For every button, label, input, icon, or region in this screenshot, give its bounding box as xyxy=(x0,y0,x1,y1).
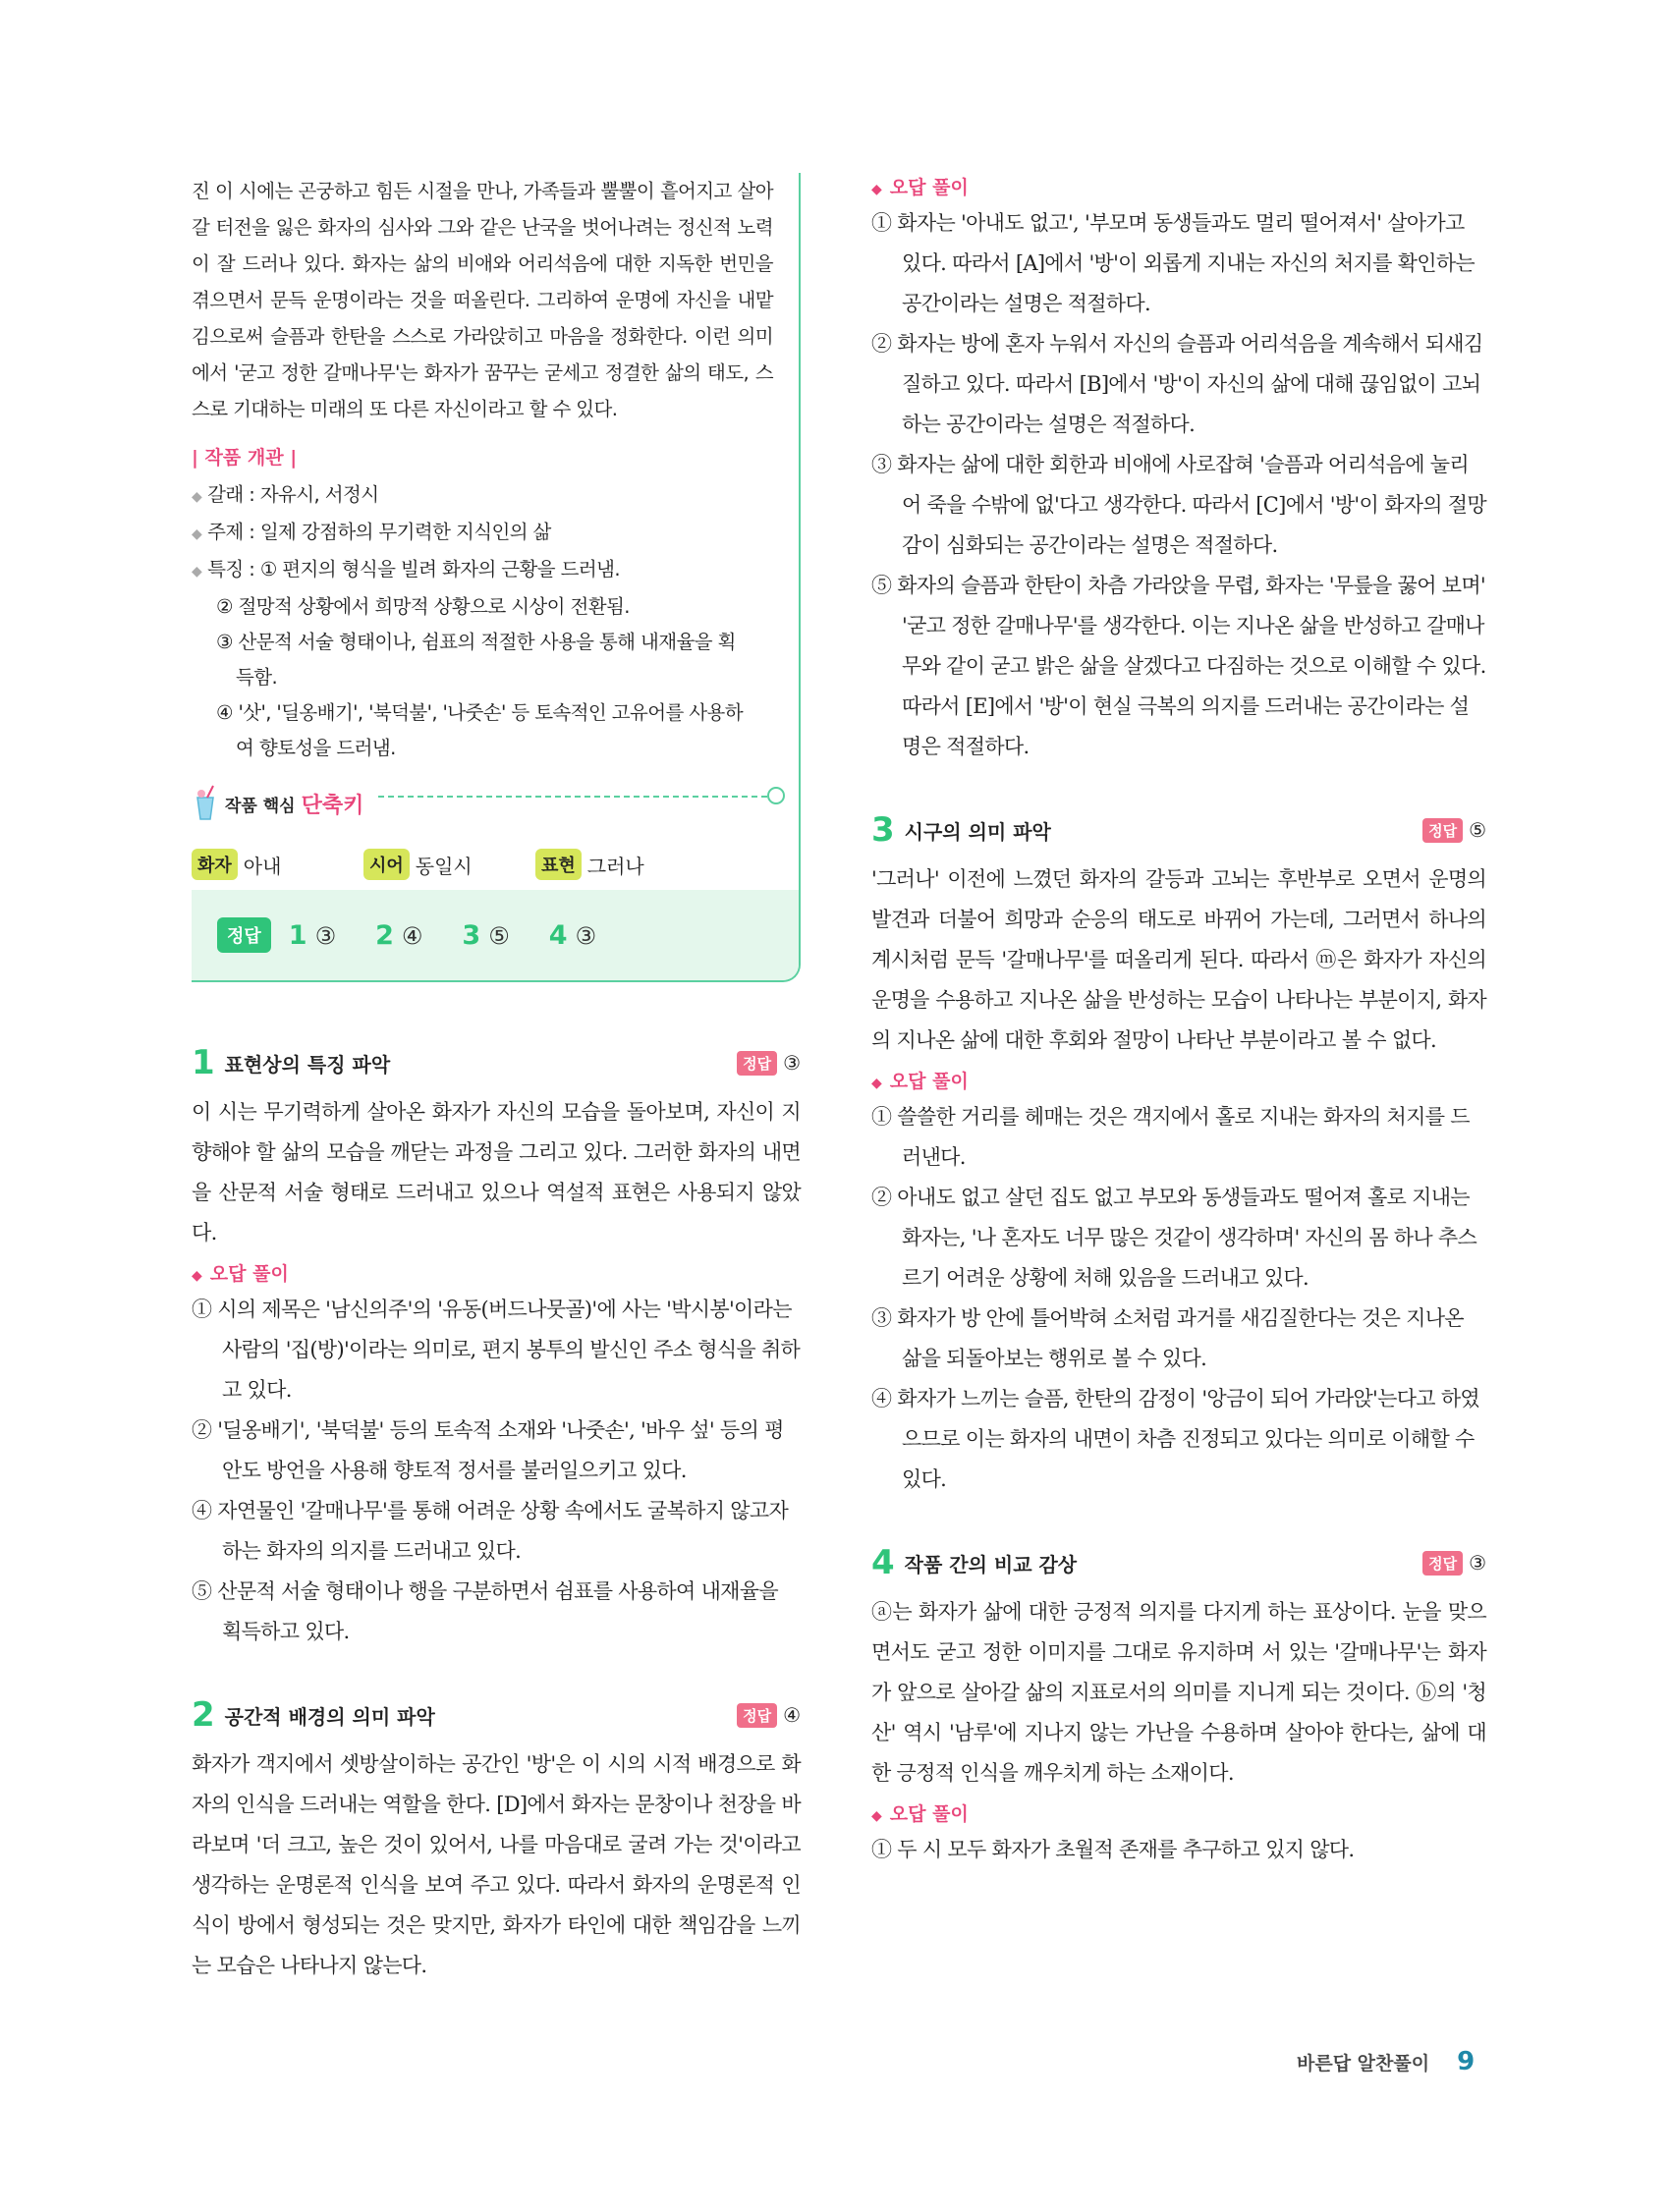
answer-number: 1 xyxy=(288,919,307,951)
answer-summary-box xyxy=(192,890,799,980)
question-header xyxy=(871,810,1486,850)
answer-badge: 정답 xyxy=(737,1703,777,1728)
question-answer xyxy=(1422,818,1486,843)
explanation-text: '그러나' 이전에 느꼈던 화자의 갈등과 고뇌는 후반부로 오면서 운명의 발견과 더불어 희망과 순응의 태도로 바뀌어 가는데, 그러면서 하나의 계시처럼 문득 '갈매나무'를 떠올리게 된다. 따라서 ⓜ은 화자가 자신의 운명을 수용하고 지나온 삶을 반성하는 모습이 나타나는 부분이지, 화자의 지나온 삶에 대한 후회와 절망이 나타난 부분이라고 볼 수 없다. xyxy=(871,867,1486,1052)
question-number: 3 xyxy=(871,810,895,850)
answer-value: ③ xyxy=(1469,1551,1486,1575)
question-4-section xyxy=(871,1543,1486,1870)
key-big-label: 단축키 xyxy=(301,793,364,818)
diamond-icon: ◆ xyxy=(192,1268,202,1284)
work-summary-box xyxy=(192,173,801,982)
question-2-wrong-answers xyxy=(871,173,1486,767)
wrong-answer-item: ⑤ 화자의 슬픔과 한탄이 차츰 가라앉을 무렵, 화자는 '무릎을 꿇어 보며' '굳고 정한 갈매나무'를 생각한다. 이는 지나온 삶을 반성하고 갈매나무와 같이 굳고 밝은 삶을 살겠다고 다짐하는 것으로 이해할 수 있다. 따라서 [E]에서 '방'이 현실 극복의 의지를 드러내는 공간이라는 설명은 적절하다. xyxy=(871,574,1486,758)
answer-value: ⑤ xyxy=(488,921,510,950)
wrong-answer-label: 오답 풀이 xyxy=(889,177,969,198)
wrong-answer-item: ③ 화자는 삶에 대한 회한과 비애에 사로잡혀 '슬픔과 어리석음에 눌리어 죽을 수밖에 없'다고 생각한다. 따라서 [C]에서 '방'이 화자의 절망감이 심화되는 공간이라는 설명은 적절하다. xyxy=(871,453,1486,557)
wrong-answer-item: ① 화자는 '아내도 없고', '부모며 동생들과도 멀리 떨어져서' 살아가고 있다. 따라서 [A]에서 '방'이 외롭게 지내는 자신의 처지를 확인하는 공간이라는 설명은 적절하다. xyxy=(871,211,1476,315)
wrong-answer-heading xyxy=(871,1799,1486,1826)
theme-line xyxy=(192,515,773,552)
key-small-label: 작품 핵심 xyxy=(225,796,296,816)
answer-badge: 정답 xyxy=(1422,818,1463,843)
wrong-answer-label: 오답 풀이 xyxy=(209,1263,289,1285)
answer-number: 2 xyxy=(375,919,394,951)
wrong-answer-heading xyxy=(871,173,1486,199)
tag-value: 아내 xyxy=(243,854,282,878)
theme-text: 주제 : 일제 강점하의 무기력한 지식인의 삶 xyxy=(207,521,551,543)
wrong-answer-label: 오답 풀이 xyxy=(889,1071,969,1092)
answer-value: ③ xyxy=(575,921,597,950)
diamond-icon: ◆ xyxy=(871,182,882,197)
question-number: 2 xyxy=(192,1695,215,1735)
diamond-icon: ◆ xyxy=(871,1076,882,1091)
answer-value: ③ xyxy=(783,1051,801,1075)
divider-end-circle xyxy=(767,787,785,804)
question-header xyxy=(192,1695,801,1735)
tag-speaker xyxy=(192,849,363,880)
feature-text-1: 특징 : ① 편지의 형식을 빌려 화자의 근황을 드러냄. xyxy=(207,558,620,581)
question-1-section xyxy=(192,1043,801,1652)
question-answer xyxy=(1422,1551,1486,1576)
dashed-divider xyxy=(378,796,777,798)
answer-number: 3 xyxy=(462,919,481,951)
tag-value: 동일시 xyxy=(415,854,473,878)
tag-poetic-word xyxy=(363,849,535,880)
footer-book-title: 바른답 알찬풀이 xyxy=(1297,2052,1430,2074)
wrong-answer-item: ④ 화자가 느끼는 슬픔, 한탄의 감정이 '앙금이 되어 가라앉'는다고 하였으므로 이는 화자의 내면이 차츰 진정되고 있다는 의미로 이해할 수 있다. xyxy=(871,1387,1480,1491)
wrong-answer-item: ⑤ 산문적 서술 형태이나 행을 구분하면서 쉼표를 사용하여 내재율을 획득하고 있다. xyxy=(192,1579,778,1643)
answer-value: ④ xyxy=(401,921,423,950)
tag-expression xyxy=(535,849,707,880)
question-title: 시구의 의미 파악 xyxy=(904,819,1051,844)
explanation-text: 화자가 객지에서 셋방살이하는 공간인 '방'은 이 시의 시적 배경으로 화자의 인식을 드러내는 역할을 한다. [D]에서 화자는 문창이나 천장을 바라보며 '더 크고, 높은 것이 있어서, 나를 마음대로 굴려 가는 것'이라고 생각하는 운명론적 인식을 보여 주고 있다. 따라서 화자의 운명론적 인식이 방에서 형성되는 것은 맞지만, 화자가 타인에 대한 책임감을 느끼는 모습은 나타나지 않는다. xyxy=(192,1752,801,1977)
answer-badge: 정답 xyxy=(737,1051,777,1076)
tag-value: 그러나 xyxy=(586,854,644,878)
genre-line xyxy=(192,477,773,515)
summary-paragraph: 진 이 시에는 곤궁하고 힘든 시절을 만나, 가족들과 뿔뿔이 흩어지고 살아갈 터전을 잃은 화자의 심사와 그와 같은 난국을 벗어나려는 정신적 노력이 잘 드러나 있다. 화자는 삶의 비애와 어리석음에 대한 지독한 번민을 겪으면서 문득 운명이라는 것을 떠올린다. 그리하여 운명에 자신을 내맡김으로써 슬픔과 한탄을 스스로 가라앉히고 마음을 정화한다. 이런 의미에서 '굳고 정한 갈매나무'는 화자가 꿈꾸는 굳세고 정결한 삶의 태도, 스스로 기대하는 미래의 또 다른 자신이라고 할 수 있다. xyxy=(192,180,773,420)
tag-label: 표현 xyxy=(535,849,582,880)
question-title: 공간적 배경의 의미 파악 xyxy=(224,1704,435,1729)
answer-value: ④ xyxy=(783,1703,801,1727)
answer-value: ③ xyxy=(314,921,337,950)
wrong-answer-item: ④ 자연물인 '갈매나무'를 통해 어려운 상황 속에서도 굴복하지 않고자 하는 화자의 의지를 드러내고 있다. xyxy=(192,1499,789,1563)
key-tags xyxy=(192,839,773,890)
question-2-section xyxy=(192,1695,801,1986)
wrong-answer-item: ② '딜옹배기', '북덕불' 등의 토속적 소재와 '나줏손', '바우 섶' 등의 평안도 방언을 사용해 향토적 정서를 불러일으키고 있다. xyxy=(192,1418,784,1482)
question-header xyxy=(871,1543,1486,1582)
page-footer xyxy=(1297,2047,1475,2076)
explanation-text: ⓐ는 화자가 삶에 대한 긍정적 의지를 다지게 하는 표상이다. 눈을 맞으면서도 굳고 정한 이미지를 그대로 유지하며 서 있는 '갈매나무'는 화자가 앞으로 살아갈 삶의 지표로서의 의미를 지니게 되는 것이다. ⓑ의 '청산' 역시 '남루'에 지나지 않는 가난을 수용하며 살아야 한다는, 삶에 대한 긍정적 인식을 깨우치게 하는 소재이다. xyxy=(871,1600,1486,1785)
answer-value: ⑤ xyxy=(1469,818,1486,842)
feature-text-2: ② 절망적 상황에서 희망적 상황으로 시상이 전환됨. xyxy=(216,595,630,618)
wrong-answer-heading xyxy=(192,1259,801,1286)
answer-item xyxy=(289,920,336,951)
right-column xyxy=(871,173,1486,1870)
answer-badge: 정답 xyxy=(1422,1551,1463,1576)
question-answer xyxy=(737,1051,801,1076)
bullet-icon: ◆ xyxy=(192,526,202,542)
wrong-answer-heading xyxy=(871,1067,1486,1093)
answer-badge: 정답 xyxy=(217,917,271,953)
feature-line xyxy=(192,552,773,589)
feature-text-4b: 여 향토성을 드러냄. xyxy=(236,737,396,759)
question-header xyxy=(192,1043,801,1082)
wrong-answer-item: ① 쓸쓸한 거리를 헤매는 것은 객지에서 홀로 지내는 화자의 처지를 드러낸다. xyxy=(871,1105,1470,1169)
wrong-answer-item: ① 시의 제목은 '남신의주'의 '유동(버드나뭇골)'에 사는 '박시봉'이라는 사람의 '집(방)'이라는 의미로, 편지 봉투의 발신인 주소 형식을 취하고 있다. xyxy=(192,1298,801,1402)
answer-number: 4 xyxy=(548,919,568,951)
wrong-answer-label: 오답 풀이 xyxy=(889,1803,969,1825)
wrong-answer-item: ③ 화자가 방 안에 틀어박혀 소처럼 과거를 새김질한다는 것은 지나온 삶을 되돌아보는 행위로 볼 수 있다. xyxy=(871,1306,1464,1370)
wrong-answer-item: ① 두 시 모두 화자가 초월적 존재를 추구하고 있지 않다. xyxy=(871,1838,1355,1861)
drink-icon xyxy=(192,784,219,823)
question-number: 4 xyxy=(871,1543,895,1582)
bullet-icon: ◆ xyxy=(192,489,202,505)
question-title: 작품 간의 비교 감상 xyxy=(904,1552,1078,1576)
explanation-text: 이 시는 무기력하게 살아온 화자가 자신의 모습을 돌아보며, 자신이 지향해야 할 삶의 모습을 깨닫는 과정을 그리고 있다. 그러한 화자의 내면을 산문적 서술 형태로 드러내고 있으나 역설적 표현은 사용되지 않았다. xyxy=(192,1100,801,1244)
answer-item xyxy=(549,920,596,951)
question-answer xyxy=(737,1703,801,1728)
wrong-answer-item: ② 화자는 방에 혼자 누워서 자신의 슬픔과 어리석음을 계속해서 되새김질하고 있다. 따라서 [B]에서 '방'이 자신의 삶에 대해 끊임없이 고뇌하는 공간이라는 설명은 적절하다. xyxy=(871,332,1483,436)
answer-item xyxy=(375,920,422,951)
bullet-icon: ◆ xyxy=(192,564,202,580)
question-3-section xyxy=(871,810,1486,1500)
page-number: 9 xyxy=(1457,2047,1476,2076)
question-number: 1 xyxy=(192,1043,215,1082)
diamond-icon: ◆ xyxy=(871,1808,882,1824)
tag-label: 시어 xyxy=(363,849,410,880)
work-overview-title: | 작품 개관 | xyxy=(192,447,298,469)
key-shortcut-heading xyxy=(192,784,773,823)
answer-item xyxy=(462,920,509,951)
question-title: 표현상의 특징 파악 xyxy=(224,1052,391,1077)
feature-text-3b: 득함. xyxy=(236,666,278,689)
wrong-answer-item: ② 아내도 없고 살던 집도 없고 부모와 동생들과도 떨어져 홀로 지내는 화자는, '나 혼자도 너무 많은 것같이 생각하며' 자신의 몸 하나 추스르기 어려운 상황에 처해 있음을 드러내고 있다. xyxy=(871,1186,1477,1290)
feature-text-3a: ③ 산문적 서술 형태이나, 쉼표의 적절한 사용을 통해 내재율을 획 xyxy=(216,631,736,653)
left-column xyxy=(192,173,801,1986)
tag-label: 화자 xyxy=(192,849,238,880)
key-shortcut-row xyxy=(192,784,773,833)
genre-text: 갈래 : 자유시, 서정시 xyxy=(207,483,379,506)
feature-text-4a: ④ '삿', '딜옹배기', '북덕불', '나줏손' 등 토속적인 고유어를 사용하 xyxy=(216,701,744,724)
